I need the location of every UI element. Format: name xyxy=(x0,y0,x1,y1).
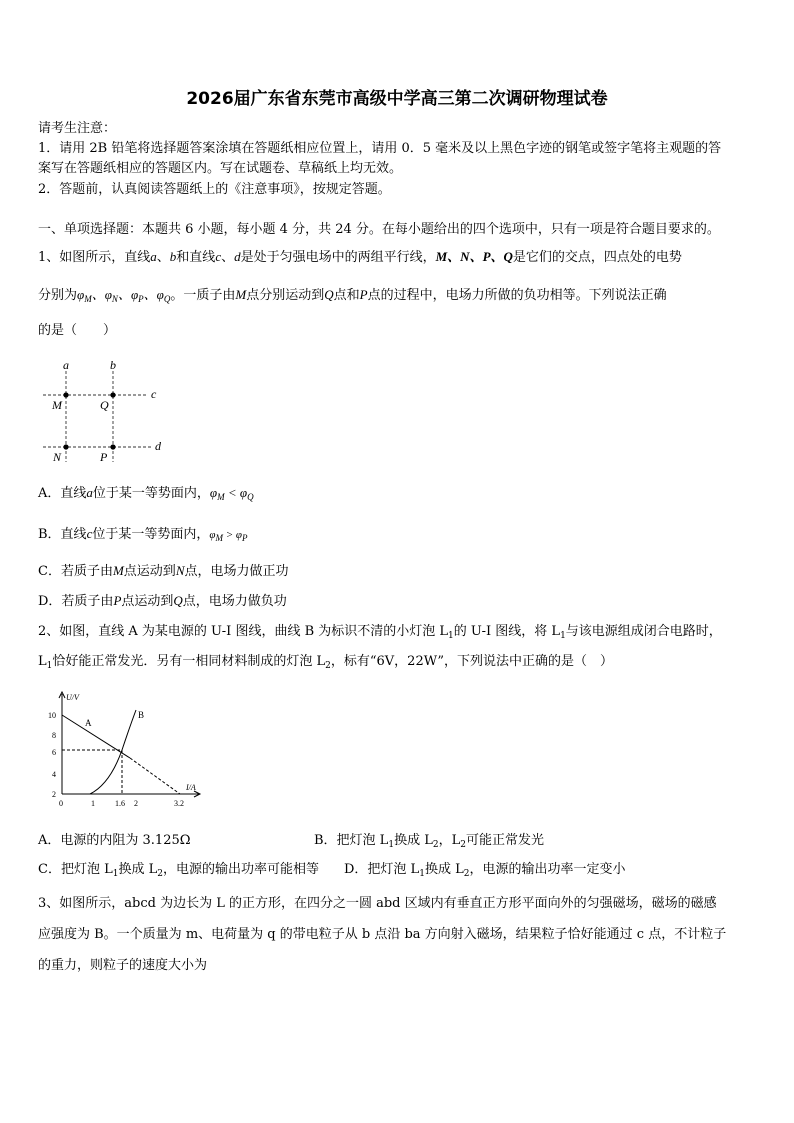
label-M: M xyxy=(52,398,62,412)
q1-line-1: 1、如图所示，直线a、b和直线c、d是处于匀强电场中的两组平行线，M、N、P、Q是它们的交点，四点处的电势 xyxy=(38,249,682,265)
y-tick-4: 4 xyxy=(52,770,56,779)
q2-option-d: D．把灯泡 $L_1$换成 $L_2$，电源的输出功率一定变小 xyxy=(344,862,626,879)
point-Q xyxy=(110,392,115,397)
x-tick-0: 0 xyxy=(59,799,63,808)
q1-option-a: A．直线a位于某一等势面内，$\varphi_M < \varphi_Q$ xyxy=(38,485,254,502)
section-heading: 一、单项选择题：本题共 6 小题，每小题 4 分，共 24 分。在每小题给出的四个选项中，只有一项是符合题目要求的。 xyxy=(38,222,720,237)
y-tick-2: 2 xyxy=(52,790,56,799)
curve-B-label: B xyxy=(138,710,145,720)
line-A-label: A xyxy=(85,718,92,728)
q2-option-c: C．把灯泡 $L_1$换成 $L_2$，电源的输出功率可能相等 xyxy=(38,862,319,879)
label-a: a xyxy=(63,358,69,372)
point-P xyxy=(110,444,115,449)
point-M xyxy=(63,392,68,397)
y-tick-8: 8 xyxy=(52,731,56,740)
q2-line-1: 2、如图，直线 A 为某电源的 U-I 图线，曲线 B 为标识不清的小灯泡 $L_1$的 U-I 图线，将 $L_1$与该电源组成闭合电路时， xyxy=(38,624,722,641)
label-b: b xyxy=(110,358,116,372)
q1-option-b: B．直线c位于某一等势面内，$\varphi_M > \varphi_P$ xyxy=(38,526,248,543)
x-tick-1: 1 xyxy=(91,799,95,808)
q1-option-d: D．若质子由P点运动到Q点，电场力做负功 xyxy=(38,593,287,609)
line-A-dashed xyxy=(130,758,180,794)
x-tick-1-6: 1.6 xyxy=(115,799,125,808)
x-tick-3-2: 3.2 xyxy=(174,799,184,808)
label-P: P xyxy=(100,450,108,464)
point-N xyxy=(63,444,68,449)
q3-line-2: 应强度为 B。一个质量为 m、电荷量为 q 的带电粒子从 b 点沿 ba 方向射入磁场，结果粒子恰好能通过 c 点，不计粒子 xyxy=(38,927,727,942)
q1-grid-figure xyxy=(38,357,168,467)
notice-item-1-cont: 案写在答题纸相应的答题区内。写在试题卷、草稿纸上均无效。 xyxy=(38,161,403,176)
q3-line-1: 3、如图所示，abcd 为边长为 L 的正方形，在四分之一圆 abd 区域内有垂直正方形平面向外的匀强磁场，磁场的磁感 xyxy=(38,896,717,911)
label-N: N xyxy=(53,450,62,464)
q2-option-b: B．把灯泡 $L_1$换成 $L_2$，$L_2$可能正常发光 xyxy=(314,833,544,850)
label-c: c xyxy=(151,387,157,401)
x-tick-2: 2 xyxy=(134,799,138,808)
q2-line-2: $L_1$恰好能正常发光．另有一相同材料制成的灯泡 $L_2$，标有“6V，22W”，下列说法中正确的是（ ） xyxy=(38,654,613,671)
q3-line-3: 的重力，则粒子的速度大小为 xyxy=(38,958,208,973)
q2-option-a: A．电源的内阻为 3.125Ω xyxy=(38,833,191,848)
label-d: d xyxy=(155,439,161,453)
x-axis-label: I/A xyxy=(186,783,196,792)
notice-item-1: 1．请用 2B 铅笔将选择题答案涂填在答题纸相应位置上，请用 0．5 毫米及以上黑色字迹的钢笔或签字笔将主观题的答 xyxy=(38,141,722,156)
q1-line-3: 的是（ ） xyxy=(38,323,117,338)
y-axis-label: U/V xyxy=(66,693,79,702)
notice-heading: 请考生注意： xyxy=(38,121,117,136)
y-tick-6: 6 xyxy=(52,748,56,757)
line-A xyxy=(62,715,130,758)
curve-B xyxy=(90,710,136,794)
page-title: 2026届广东省东莞市高级中学高三第二次调研物理试卷 xyxy=(186,89,608,109)
q2-ui-graph xyxy=(40,688,210,810)
label-Q: Q xyxy=(100,398,109,412)
notice-item-2: 2．答题前，认真阅读答题纸上的《注意事项》，按规定答题。 xyxy=(38,182,391,197)
y-tick-10: 10 xyxy=(48,711,56,720)
q1-line-2: 分别为$\varphi_M$、$\varphi_N$、$\varphi_P$、$\varphi_Q$。一质子由M点分别运动到Q点和P点的过程中，电场力所做的负功相等。下列说法正确 xyxy=(38,287,667,304)
q1-option-c: C．若质子由M点运动到N点，电场力做正功 xyxy=(38,563,289,579)
